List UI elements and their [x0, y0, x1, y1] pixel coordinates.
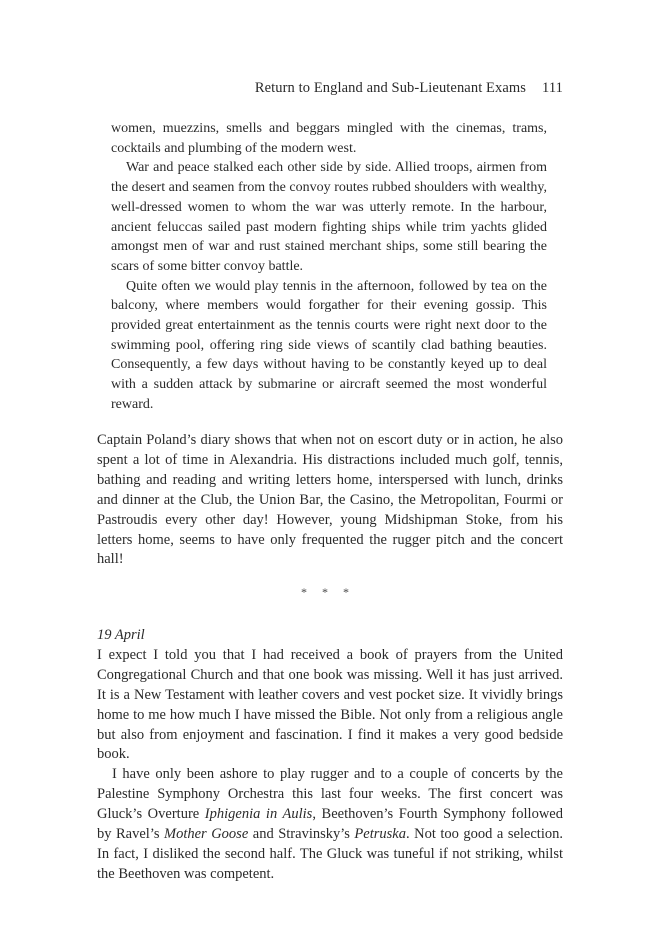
body-paragraph: Captain Poland’s diary shows that when not on escort duty or in action, he also spent a lot of time in Alexandria. His distractions included much golf, tennis, bathing and reading and writing letters home, interspersed with lunch, drinks and dinner at the Club, the Union Bar, the Casino, the Metropolitan, Fourmi or Pastroudis every other day! However, young Midshipman Stoke, from his letters home, seems to have only frequented the rugger pitch and the concert hall! [97, 432, 563, 568]
text-run: I have only been ashore to play rugger and to a couple of concerts by the Palestine Symphony Orchestra this last four weeks. The first concert was Gluck’s Overture [97, 766, 563, 823]
letter-entry [97, 626, 563, 885]
work-title: Iphigenia in Aulis [204, 806, 313, 823]
narrative-text [97, 431, 563, 570]
page-number: 111 [542, 80, 563, 96]
work-title: Petruska [354, 826, 406, 843]
quote-paragraph: War and peace stalked each other side by side. Allied troops, airmen from the desert and seamen from the convoy routes rubbed shoulders with wealthy, well-dressed women to whom the war was utterly remote. In the harbour, ancient feluccas sailed past modern fighting ships while trim yachts glided amongst men of war and rust stained merchant ships, some still bearing the scars of some bitter convoy battle. [111, 160, 547, 274]
letter-date: 19 April [97, 627, 145, 643]
block-quote [111, 119, 547, 415]
section-separator: * * * [301, 585, 349, 599]
letter-paragraph: I expect I told you that I had received a book of prayers from the United Congregational Church and that one book was missing. Well it has just arrived. It is a New Testament with leather covers and vest pocket size. It vividly brings home to me how much I have missed the Bible. Not only from a religious angle but also from enjoyment and fascination. I find it makes a very good bedside book. [97, 646, 563, 763]
text-run: . Not too good a selection. In fact, I disliked the second half. The Gluck was tuneful if not striking, whilst the Beethoven was competent. [97, 826, 563, 882]
work-title: Mother Goose [164, 826, 249, 843]
quote-paragraph: Quite often we would play tennis in the afternoon, followed by tea on the balcony, where members would forgather for their evening gossip. This provided great entertainment as the tennis courts were right next door to the swimming pool, offering ring side views of scantily clad bathing beauties. Consequently, a few days without having to be constantly keyed up to deal with a sudden attack by submarine or aircraft seemed the most wonderful reward. [111, 278, 547, 412]
text-run: , Beethoven’s Fourth Symphony followed by Ravel’s [97, 806, 563, 843]
running-head [97, 80, 563, 97]
letter-paragraph [97, 765, 563, 884]
text-run: and Stravinsky’s [248, 826, 355, 843]
quote-paragraph: women, muezzins, smells and beggars mingled with the cinemas, trams, cocktails and plumbing of the modern west. [111, 121, 547, 156]
running-title: Return to England and Sub-Lieutenant Exams [254, 80, 527, 96]
